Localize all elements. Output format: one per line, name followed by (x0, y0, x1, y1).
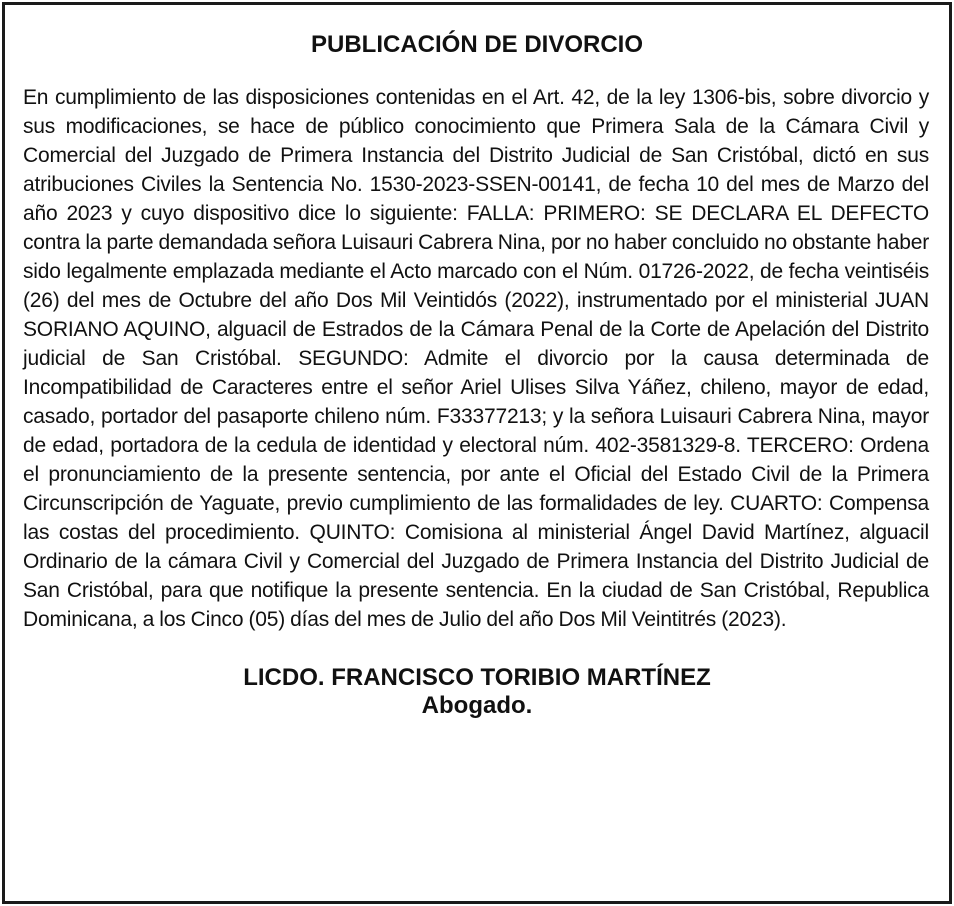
signature-block (5, 664, 949, 720)
divorce-notice (2, 2, 952, 904)
notice-title: PUBLICACIÓN DE DIVORCIO (310, 31, 643, 58)
signatory-name: LICDO. FRANCISCO TORIBIO MARTÍNEZ (243, 664, 711, 691)
notice-body: En cumplimiento de las disposiciones contenidas en el Art. 42, de la ley 1306-bis, sobre divorcio y sus modificaciones, se hace de público conocimiento que Primera Sala de la Cámara Civil y Comercial del Juzgado de Primera Instancia del Distrito Judicial de San Cristóbal, dictó en sus atribuciones Civiles la Sentencia No. 1530-2023-SSEN-00141, de fecha 10 del mes de Marzo del año 2023 y cuyo dispositivo dice lo siguiente: FALLA: PRIMERO: SE DECLARA EL DEFECTO contra la parte demandada señora Luisauri Cabrera Nina, por no haber concluido no obstante haber sido legalmente emplazada mediante el Acto marcado con el Núm. 01726-2022, de fecha veintiséis (26) del mes de Octubre del año Dos Mil Veintidós (2022), instrumentado por el ministerial JUAN SORIANO AQUINO, alguacil de Estrados de la Cámara Penal de la Corte de Apelación del Distrito judicial de San Cristóbal. SEGUNDO: Admite el divorcio por la causa determinada de Incompatibilidad de Caracteres entre el señor Ariel Ulises Silva Yáñez, chileno, mayor de edad, casado, portador del pasaporte chileno núm. F33377213; y la señora Luisauri Cabrera Nina, mayor de edad, portadora de la cedula de identidad y electoral núm. 402-3581329-8. TERCERO: Ordena el pronunciamiento de la presente sentencia, por ante el Oficial del Estado Civil de la Primera Circunscripción de Yaguate, previo cumplimiento de las formalidades de ley. CUARTO: Compensa las costas del procedimiento. QUINTO: Comisiona al ministerial Ángel David Martínez, alguacil Ordinario de la cámara Civil y Comercial del Juzgado de Primera Instancia del Distrito Judicial de San Cristóbal, para que notifique la presente sentencia. En la ciudad de San Cristóbal, Republica Dominicana, a los Cinco (05) días del mes de Julio del año Dos Mil Veintitrés (2023). (23, 86, 929, 631)
signatory-role: Abogado. (421, 692, 533, 719)
